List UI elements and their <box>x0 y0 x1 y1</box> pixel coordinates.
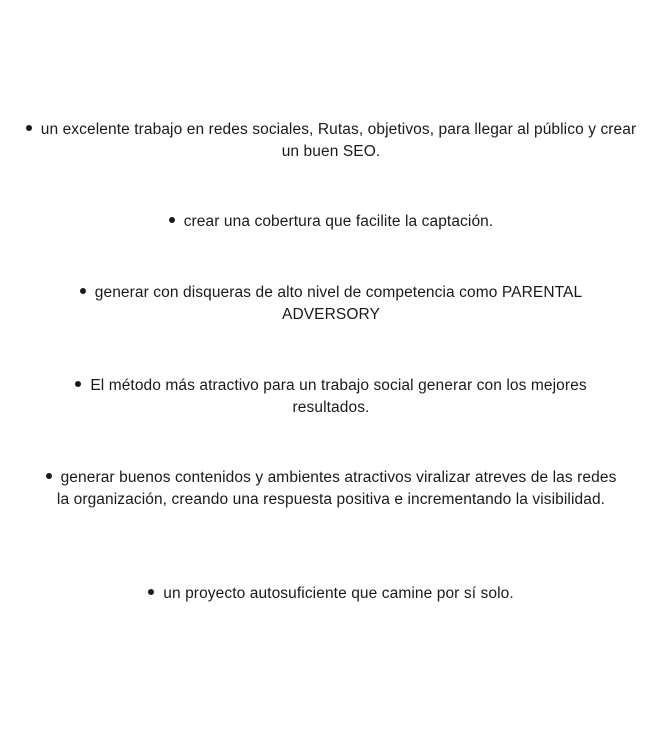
bullet-icon <box>80 288 86 294</box>
bullet-icon <box>148 589 154 595</box>
bullet-item <box>56 282 606 326</box>
bullet-icon <box>46 473 52 479</box>
bullet-item <box>40 467 622 511</box>
bullet-icon <box>169 217 175 223</box>
bullet-text: generar buenos contenidos y ambientes atractivos viralizar atreves de las redes la organización, creando una respuesta positiva e incrementando la visibilidad. <box>56 469 617 508</box>
bullet-item <box>22 119 640 163</box>
bullet-icon <box>75 381 81 387</box>
bullet-text: un proyecto autosuficiente que camine por sí solo. <box>163 585 514 602</box>
bullet-item <box>46 375 616 419</box>
bullet-text: crear una cobertura que facilite la captación. <box>183 213 494 230</box>
bullet-icon <box>26 125 32 131</box>
bullet-text: generar con disqueras de alto nivel de competencia como PARENTAL ADVERSORY <box>94 284 583 323</box>
bullet-text: un excelente trabajo en redes sociales, Rutas, objetivos, para llegar al público y crear un buen SEO. <box>40 121 637 160</box>
bullet-text: El método más atractivo para un trabajo social generar con los mejores resultados. <box>90 377 587 416</box>
bullet-item <box>22 583 640 605</box>
bullet-item <box>22 211 640 233</box>
